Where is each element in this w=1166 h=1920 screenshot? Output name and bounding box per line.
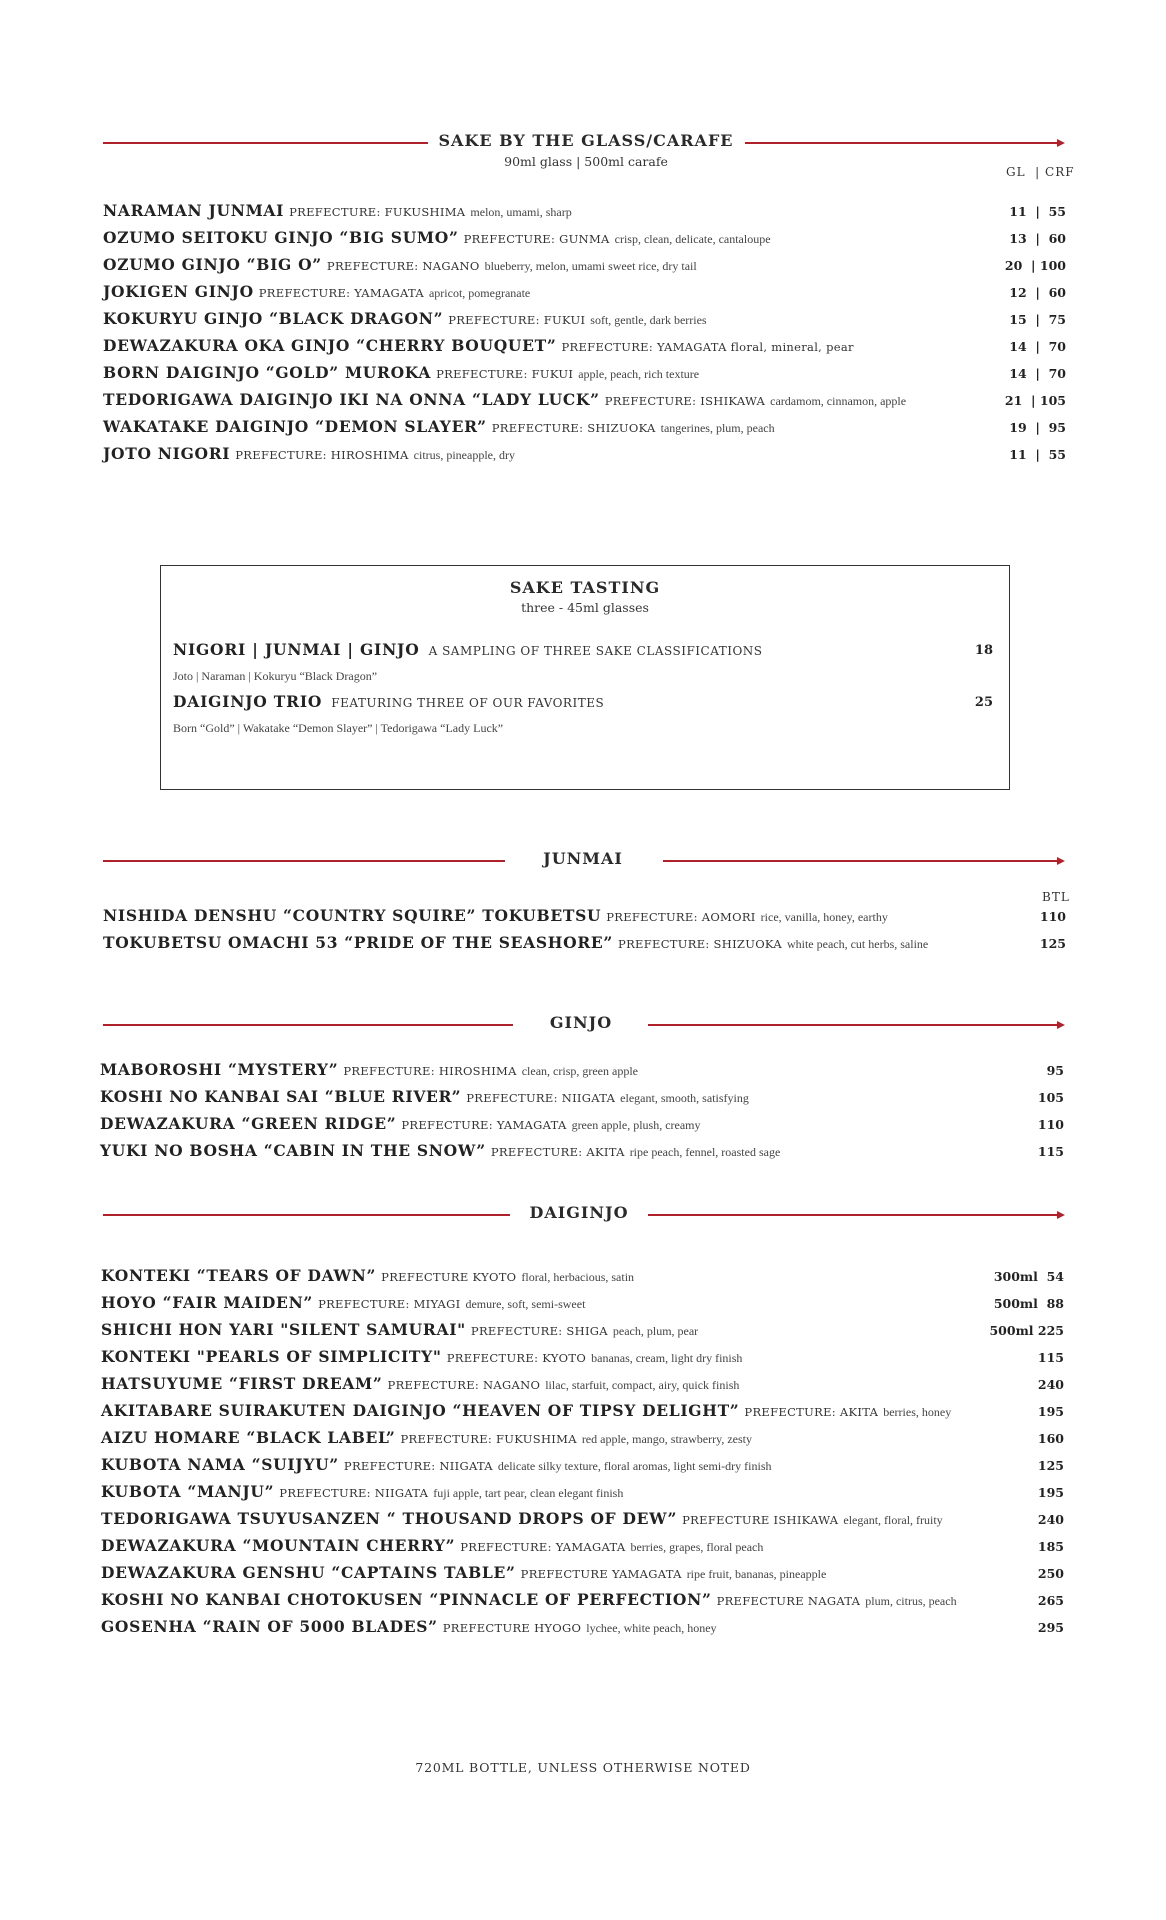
menu-item-prefecture: PREFECTURE: YAMAGATA: [401, 1118, 567, 1132]
menu-item-name: MABOROSHI “MYSTERY”: [100, 1060, 339, 1079]
tasting-item: [173, 692, 604, 711]
section-subtitle: 90ml glass | 500ml carafe: [504, 154, 668, 169]
menu-item-name: JOTO NIGORI: [103, 444, 231, 463]
menu-item: [103, 336, 859, 358]
divider-line-right: [663, 860, 1063, 862]
menu-item-price: 14 | 70: [1009, 339, 1066, 354]
menu-item-prefecture: PREFECTURE KYOTO: [381, 1270, 517, 1284]
section-title: GINJO: [549, 1013, 613, 1032]
menu-item: [101, 1617, 717, 1639]
menu-item-prefecture: PREFECTURE: GUNMA: [463, 232, 610, 246]
divider-line-right: [745, 142, 1063, 144]
menu-item-name: HATSUYUME “FIRST DREAM”: [101, 1374, 383, 1393]
menu-item: [101, 1482, 623, 1504]
menu-item-price: 20 | 100: [1004, 258, 1066, 273]
menu-item-price: 300ml 54: [993, 1269, 1064, 1284]
menu-item-price: 160: [1037, 1431, 1064, 1446]
menu-item-desc: plum, citrus, peach: [865, 1594, 957, 1608]
divider-line-left: [103, 860, 505, 862]
menu-item: [101, 1293, 585, 1315]
menu-item: [101, 1536, 763, 1558]
menu-item-prefecture: PREFECTURE: SHIZUOKA: [491, 421, 656, 435]
menu-item-price: 265: [1037, 1593, 1064, 1608]
menu-item: [103, 201, 572, 223]
menu-item-name: KOSHI NO KANBAI SAI “BLUE RIVER”: [100, 1087, 462, 1106]
menu-item: [100, 1060, 638, 1082]
menu-item-desc: delicate silky texture, floral aromas, light semi-dry finish: [497, 1459, 772, 1473]
menu-item-desc: peach, plum, pear: [612, 1324, 699, 1338]
menu-item-name: SHICHI HON YARI "SILENT SAMURAI": [101, 1320, 466, 1339]
menu-item-price: 195: [1037, 1485, 1064, 1500]
menu-item-name: KOSHI NO KANBAI CHOTOKUSEN “PINNACLE OF PERFECTION”: [101, 1590, 712, 1609]
menu-item: [103, 282, 530, 304]
menu-item-desc: fuji apple, tart pear, clean elegant finish: [433, 1486, 624, 1500]
footer-note: 720ML BOTTLE, UNLESS OTHERWISE NOTED: [415, 1760, 751, 1775]
menu-item-price: 110: [1037, 1117, 1064, 1132]
menu-item-desc: elegant, floral, fruity: [843, 1513, 943, 1527]
menu-item: [101, 1455, 771, 1477]
menu-item: [100, 1087, 749, 1109]
tasting-item-list: Born “Gold” | Wakatake “Demon Slayer” | Tedorigawa “Lady Luck”: [173, 721, 504, 735]
menu-item: [103, 933, 928, 955]
menu-item-name: GOSENHA “RAIN OF 5000 BLADES”: [101, 1617, 438, 1636]
tasting-item-desc: FEATURING THREE OF OUR FAVORITES: [331, 696, 605, 710]
menu-item: [103, 363, 699, 385]
menu-item-price: 13 | 60: [1009, 231, 1066, 246]
menu-item-prefecture: PREFECTURE: NIIGATA: [279, 1486, 429, 1500]
menu-item-name: KUBOTA NAMA “SUIJYU”: [101, 1455, 339, 1474]
menu-item-prefecture: PREFECTURE: AKITA: [744, 1405, 879, 1419]
menu-item-prefecture: PREFECTURE: NAGANO: [387, 1378, 541, 1392]
menu-item-desc: citrus, pineapple, dry: [413, 448, 515, 462]
menu-item: [103, 228, 771, 250]
menu-item-prefecture: PREFECTURE: FUKUSHIMA: [289, 205, 466, 219]
menu-item-name: AKITABARE SUIRAKUTEN DAIGINJO “HEAVEN OF TIPSY DELIGHT”: [101, 1401, 740, 1420]
menu-item-prefecture: PREFECTURE: AOMORI: [606, 910, 756, 924]
tasting-title: SAKE TASTING: [509, 578, 661, 597]
menu-item-name: OZUMO SEITOKU GINJO “BIG SUMO”: [103, 228, 459, 247]
menu-item-price: 12 | 60: [1009, 285, 1066, 300]
menu-item: [103, 417, 775, 439]
menu-item-prefecture: PREFECTURE YAMAGATA: [520, 1567, 682, 1581]
divider-line-left: [103, 142, 428, 144]
menu-item-desc: crisp, clean, delicate, cantaloupe: [614, 232, 771, 246]
menu-item-prefecture: PREFECTURE: HIROSHIMA: [343, 1064, 517, 1078]
menu-item-name: BORN DAIGINJO “GOLD” MUROKA: [103, 363, 432, 382]
tasting-item-price: 18: [974, 643, 993, 658]
menu-item-price: 11 | 55: [1009, 447, 1066, 462]
menu-item: [101, 1509, 943, 1531]
menu-item-name: NARAMAN JUNMAI: [103, 201, 285, 220]
menu-item-prefecture: PREFECTURE: HIROSHIMA: [235, 448, 409, 462]
menu-item-name: DEWAZAKURA “MOUNTAIN CHERRY”: [101, 1536, 456, 1555]
menu-item-name: DEWAZAKURA GENSHU “CAPTAINS TABLE”: [101, 1563, 516, 1582]
tasting-item-name: DAIGINJO TRIO: [173, 692, 323, 711]
menu-item: [101, 1320, 698, 1342]
tasting-item: [173, 640, 763, 659]
menu-item-name: WAKATAKE DAIGINJO “DEMON SLAYER”: [103, 417, 487, 436]
menu-item-desc: berries, grapes, floral peach: [630, 1540, 764, 1554]
menu-item-price: 15 | 75: [1009, 312, 1066, 327]
menu-item-prefecture: PREFECTURE: SHIGA: [470, 1324, 608, 1338]
menu-item-prefecture: PREFECTURE NAGATA: [716, 1594, 861, 1608]
menu-item-prefecture: PREFECTURE: YAMAGATA floral, mineral, pear: [561, 340, 854, 354]
menu-item-price: 250: [1037, 1566, 1064, 1581]
menu-item-price: 95: [1046, 1063, 1064, 1078]
menu-item-prefecture: PREFECTURE: FUKUSHIMA: [400, 1432, 577, 1446]
menu-item-desc: apple, peach, rich texture: [578, 367, 700, 381]
menu-item-desc: ripe fruit, bananas, pineapple: [686, 1567, 827, 1581]
menu-item-desc: white peach, cut herbs, saline: [786, 937, 929, 951]
menu-item-desc: soft, gentle, dark berries: [590, 313, 707, 327]
divider-line-right: [648, 1214, 1063, 1216]
menu-item-price: 115: [1037, 1350, 1064, 1365]
menu-item-name: TEDORIGAWA DAIGINJO IKI NA ONNA “LADY LUCK”: [103, 390, 600, 409]
menu-item-prefecture: PREFECTURE: FUKUI: [448, 313, 586, 327]
menu-item-prefecture: PREFECTURE: SHIZUOKA: [618, 937, 782, 951]
menu-item-price: 21 | 105: [1004, 393, 1066, 408]
menu-item-desc: lilac, starfuit, compact, airy, quick finish: [545, 1378, 740, 1392]
menu-item-desc: red apple, mango, strawberry, zesty: [581, 1432, 752, 1446]
menu-item-prefecture: PREFECTURE: ISHIKAWA: [604, 394, 766, 408]
section-title: JUNMAI: [543, 849, 623, 868]
menu-item-desc: lychee, white peach, honey: [586, 1621, 717, 1635]
menu-item-prefecture: PREFECTURE: YAMAGATA: [460, 1540, 626, 1554]
section-title: SAKE BY THE GLASS/CARAFE: [438, 131, 734, 150]
tasting-subtitle: three - 45ml glasses: [521, 600, 649, 615]
menu-item-price: 110: [1039, 909, 1066, 924]
menu-item-name: JOKIGEN GINJO: [103, 282, 254, 301]
menu-item-name: KUBOTA “MANJU”: [101, 1482, 275, 1501]
menu-item: [101, 1374, 739, 1396]
menu-item-name: DEWAZAKURA OKA GINJO “CHERRY BOUQUET”: [103, 336, 557, 355]
menu-item-desc: demure, soft, semi-sweet: [465, 1297, 586, 1311]
menu-item-price: 240: [1037, 1377, 1064, 1392]
menu-item-price: 500ml 88: [993, 1296, 1064, 1311]
menu-item-desc: melon, umami, sharp: [470, 205, 572, 219]
menu-item-name: TEDORIGAWA TSUYUSANZEN “ THOUSAND DROPS OF DEW”: [101, 1509, 678, 1528]
menu-item-prefecture: PREFECTURE: AKITA: [490, 1145, 625, 1159]
menu-item-desc: berries, honey: [883, 1405, 952, 1419]
tasting-item-price: 25: [974, 695, 993, 710]
menu-item: [101, 1266, 634, 1288]
menu-item-prefecture: PREFECTURE HYOGO: [442, 1621, 582, 1635]
menu-item-prefecture: PREFECTURE: YAMAGATA: [258, 286, 424, 300]
menu-item-desc: apricot, pomegranate: [428, 286, 531, 300]
menu-item-desc: elegant, smooth, satisfying: [620, 1091, 749, 1105]
menu-item-name: TOKUBETSU OMACHI 53 “PRIDE OF THE SEASHORE”: [103, 933, 614, 952]
menu-item-prefecture: PREFECTURE: KYOTO: [446, 1351, 587, 1365]
divider-line-right: [648, 1024, 1063, 1026]
menu-item-price: 195: [1037, 1404, 1064, 1419]
menu-item: [100, 1114, 701, 1136]
menu-item: [101, 1401, 951, 1423]
menu-item-price: 14 | 70: [1009, 366, 1066, 381]
menu-item: [103, 906, 888, 928]
menu-item-desc: ripe peach, fennel, roasted sage: [629, 1145, 781, 1159]
menu-item: [100, 1141, 780, 1163]
menu-item-prefecture: PREFECTURE: NIIGATA: [466, 1091, 616, 1105]
menu-item-prefecture: PREFECTURE: MIYAGI: [318, 1297, 461, 1311]
tasting-box: [160, 565, 1010, 790]
glass-column-header: GL | CRF: [1006, 165, 1075, 179]
menu-item-desc: bananas, cream, light dry finish: [591, 1351, 743, 1365]
menu-item-prefecture: PREFECTURE ISHIKAWA: [682, 1513, 839, 1527]
menu-item-price: 105: [1037, 1090, 1064, 1105]
menu-item: [101, 1428, 752, 1450]
menu-item-desc: cardamom, cinnamon, apple: [770, 394, 907, 408]
menu-item: [103, 444, 515, 466]
junmai-column-header: BTL: [1042, 890, 1070, 904]
menu-item-price: 115: [1037, 1144, 1064, 1159]
menu-item-name: KONTEKI “TEARS OF DAWN”: [101, 1266, 377, 1285]
menu-item: [101, 1590, 957, 1612]
menu-item-desc: green apple, plush, creamy: [571, 1118, 701, 1132]
menu-item-name: KOKURYU GINJO “BLACK DRAGON”: [103, 309, 444, 328]
menu-item-price: 11 | 55: [1009, 204, 1066, 219]
menu-item-price: 125: [1039, 936, 1066, 951]
menu-item-name: OZUMO GINJO “BIG O”: [103, 255, 322, 274]
menu-item-desc: tangerines, plum, peach: [660, 421, 775, 435]
menu-item: [103, 309, 707, 331]
tasting-item-name: NIGORI | JUNMAI | GINJO: [173, 640, 420, 659]
menu-item-prefecture: PREFECTURE: NIIGATA: [343, 1459, 493, 1473]
menu-item-price: 125: [1037, 1458, 1064, 1473]
menu-item-price: 240: [1037, 1512, 1064, 1527]
menu-item-name: DEWAZAKURA “GREEN RIDGE”: [100, 1114, 397, 1133]
menu-item-prefecture: PREFECTURE: FUKUI: [436, 367, 574, 381]
menu-item-name: NISHIDA DENSHU “COUNTRY SQUIRE” TOKUBETSU: [103, 906, 602, 925]
divider-line-left: [103, 1024, 513, 1026]
menu-item-price: 185: [1037, 1539, 1064, 1554]
menu-item-desc: rice, vanilla, honey, earthy: [760, 910, 888, 924]
menu-item-price: 500ml 225: [989, 1323, 1064, 1338]
menu-item: [101, 1563, 826, 1585]
menu-item-desc: floral, herbacious, satin: [521, 1270, 635, 1284]
menu-item-desc: blueberry, melon, umami sweet rice, dry tail: [484, 259, 697, 273]
menu-item-name: KONTEKI "PEARLS OF SIMPLICITY": [101, 1347, 442, 1366]
menu-item-prefecture: PREFECTURE: NAGANO: [326, 259, 480, 273]
tasting-item-list: Joto | Naraman | Kokuryu “Black Dragon”: [173, 669, 378, 683]
menu-item: [103, 390, 906, 412]
menu-item: [103, 255, 697, 277]
menu-item-name: AIZU HOMARE “BLACK LABEL”: [101, 1428, 396, 1447]
menu-item-name: HOYO “FAIR MAIDEN”: [101, 1293, 314, 1312]
menu-item-name: YUKI NO BOSHA “CABIN IN THE SNOW”: [100, 1141, 486, 1160]
menu-item-price: 295: [1037, 1620, 1064, 1635]
menu-item-desc: clean, crisp, green apple: [521, 1064, 638, 1078]
menu-item-price: 19 | 95: [1009, 420, 1066, 435]
section-title: DAIGINJO: [529, 1203, 629, 1222]
menu-item: [101, 1347, 742, 1369]
divider-line-left: [103, 1214, 510, 1216]
tasting-item-desc: A SAMPLING OF THREE SAKE CLASSIFICATIONS: [428, 644, 763, 658]
